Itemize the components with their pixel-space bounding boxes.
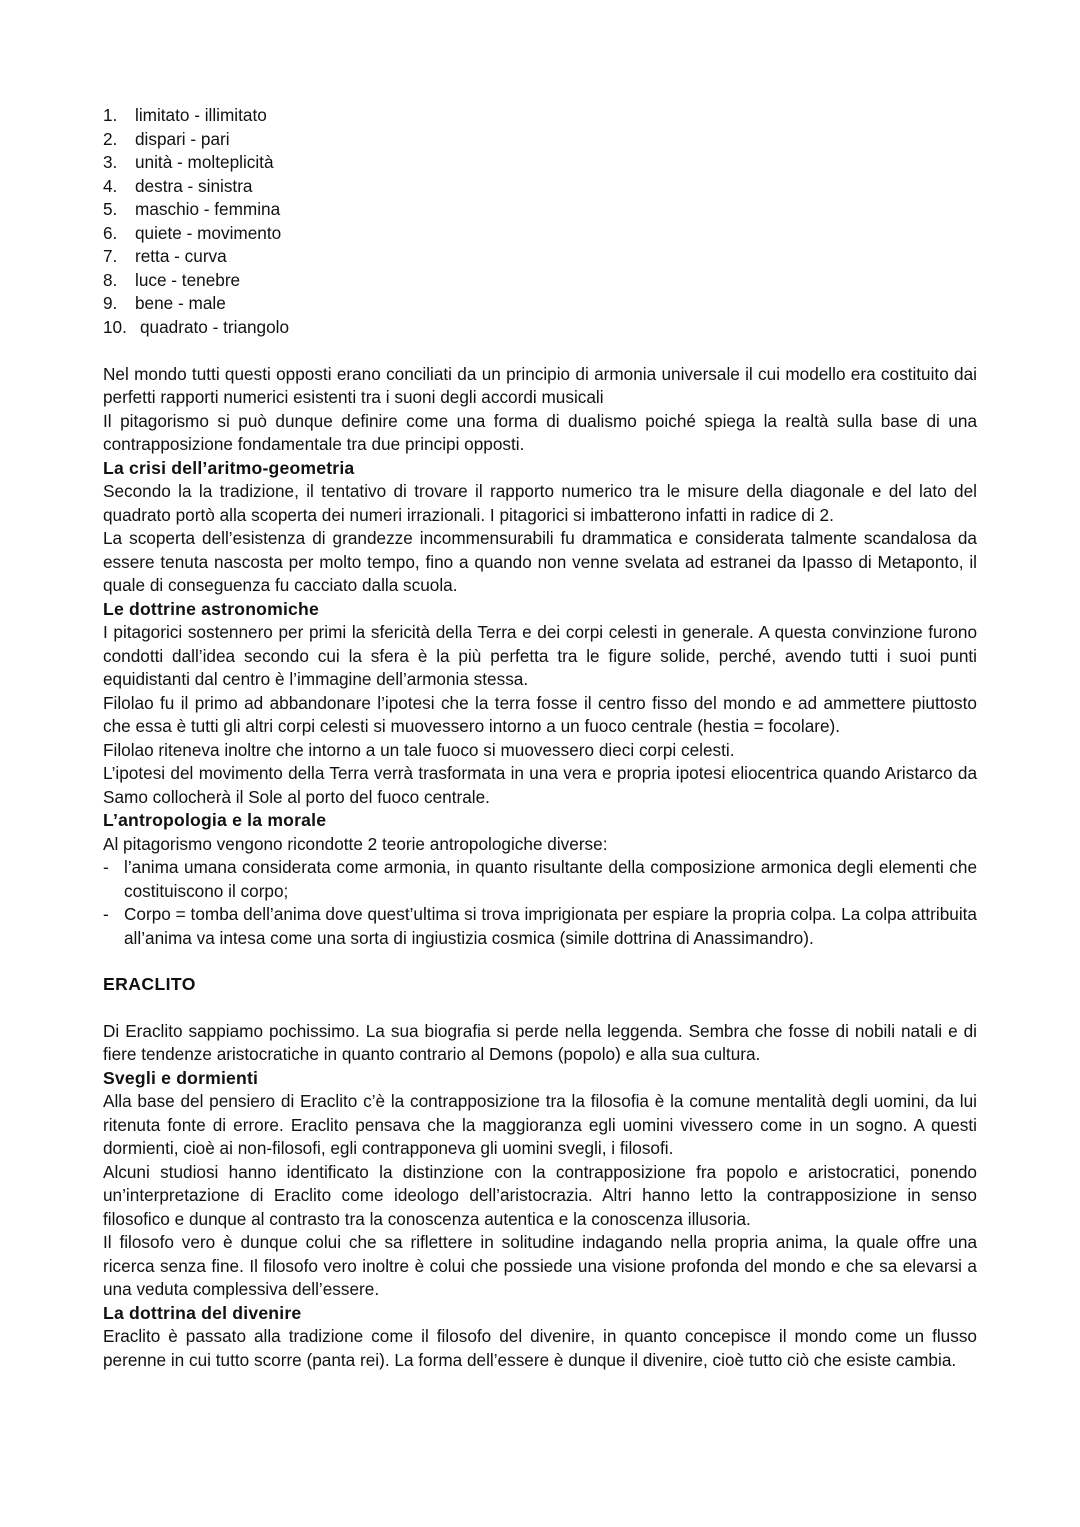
- bullet-list: [103, 856, 977, 950]
- astronomia-section: [103, 598, 977, 810]
- list-text: quiete - movimento: [135, 222, 282, 243]
- paragraph: Nel mondo tutti questi opposti erano conciliati da un principio di armonia universale il cui modello era costituito dai perfetti rapporti numerici esistenti tra i suoni degli accordi musicali: [103, 363, 977, 407]
- paragraph: Filolao fu il primo ad abbandonare l’ipotesi che la terra fosse il centro fisso del mondo e ad ammettere piuttosto che essa è tutti gli altri corpi celesti si muovessero intorno a un fuoco centrale (hestia = focolare).: [103, 692, 977, 736]
- paragraph: Al pitagorismo vengono ricondotte 2 teorie antropologiche diverse:: [103, 833, 608, 854]
- eraclito-section: [103, 973, 977, 1372]
- paragraph: Di Eraclito sappiamo pochissimo. La sua biografia si perde nella leggenda. Sembra che fosse di nobili natali e di fiere tendenze aristocratiche in quanto contrario al Demons (popolo) e alla sua cultura.: [103, 1020, 977, 1064]
- dash-bullet-icon: -: [103, 857, 109, 877]
- crisi-section: [103, 457, 977, 598]
- list-number: 6.: [103, 222, 118, 243]
- bullet-item: [103, 856, 977, 903]
- list-text: dispari - pari: [135, 128, 230, 149]
- paragraph: La scoperta dell’esistenza di grandezze incommensurabili fu drammatica e considerata talmente scandalosa da essere tenuta nascosta per molto tempo, fino a quando non venne svelata ad estranei da Ipasso di Metaponto, il quale di conseguenza fu cacciato dalla scuola.: [103, 528, 977, 595]
- list-item: [103, 316, 977, 340]
- list-item: [103, 104, 977, 128]
- paragraph: Eraclito è passato alla tradizione come il filosofo del divenire, in quanto concepisce il mondo come un flusso perenne in cui tutto scorre (panta rei). La forma dell’essere è dunque il divenire, cioè tutto ciò che esiste cambia.: [103, 1326, 977, 1370]
- list-number: 10.: [103, 316, 127, 337]
- paragraph: Filolao riteneva inoltre che intorno a un tale fuoco si muovessero dieci corpi celesti.: [103, 739, 735, 760]
- paragraph: Il pitagorismo si può dunque definire come una forma di dualismo poiché spiega la realtà sulla base di una contrapposizione fondamentale tra due principi opposti.: [103, 410, 977, 454]
- dash-bullet-icon: -: [103, 904, 109, 924]
- list-number: 4.: [103, 175, 118, 196]
- chapter-title: ERACLITO: [103, 974, 196, 994]
- document-page: [103, 104, 977, 1372]
- list-item: [103, 269, 977, 293]
- list-item: [103, 128, 977, 152]
- list-number: 7.: [103, 246, 118, 266]
- opposites-list: [103, 104, 977, 339]
- list-text: maschio - femmina: [135, 199, 281, 219]
- paragraph: Alcuni studiosi hanno identificato la distinzione con la contrapposizione fra popolo e aristocratici, ponendo un’interpretazione di Eraclito come ideologo dell’aristocrazia. Altri hanno letto la contrapposizione in senso filosofico e dunque al contrasto tra la conoscenza autentica e la conoscenza illusoria.: [103, 1161, 977, 1229]
- bullet-item: [103, 903, 977, 950]
- section-heading: La crisi dell’aritmo-geometria: [103, 457, 355, 478]
- intro-section: [103, 363, 977, 457]
- list-text: quadrato - triangolo: [140, 316, 290, 337]
- list-item: [103, 175, 977, 199]
- paragraph: Il filosofo vero è dunque colui che sa riflettere in solitudine indagando nella propria anima, la quale offre una ricerca senza fine. Il filosofo vero inoltre è colui che possiede una visione profonda del mondo e che sa elevarsi a una veduta complessiva dell’essere.: [103, 1232, 977, 1299]
- list-item: [103, 151, 977, 175]
- paragraph: Alla base del pensiero di Eraclito c’è la contrapposizione tra la filosofia è la comune mentalità degli uomini, da lui ritenuta fonte di errore. Eraclito pensava che la maggioranza egli uomini vivessero come in un sogno. A questi dormienti, cioè ai non-filosofi, egli contrapponeva gli uomini svegli, i filosofi.: [103, 1091, 977, 1158]
- section-heading: Svegli e dormienti: [103, 1067, 259, 1088]
- list-text: unità - molteplicità: [135, 152, 274, 172]
- list-item: [103, 198, 977, 222]
- paragraph: Secondo la la tradizione, il tentativo di trovare il rapporto numerico tra le misure della diagonale e del lato del quadrato portò alla scoperta dei numeri irrazionali. I pitagorici si imbatterono infatti in radice di 2.: [103, 481, 977, 525]
- paragraph: L’ipotesi del movimento della Terra verrà trasformata in una vera e propria ipotesi eliocentrica quando Aristarco da Samo collocherà il Sole al porto del fuoco centrale.: [103, 763, 977, 807]
- list-item: [103, 292, 977, 316]
- list-text: retta - curva: [135, 246, 227, 266]
- list-text: bene - male: [135, 293, 226, 313]
- list-number: 2.: [103, 128, 118, 149]
- list-number: 8.: [103, 269, 118, 290]
- spacer: [103, 339, 977, 363]
- bullet-text: Corpo = tomba dell’anima dove quest’ultima si trova imprigionata per espiare la propria colpa. La colpa attribuita all’anima va intesa come una sorta di ingiustizia cosmica (simile dottrina di Anassimandro).: [124, 904, 977, 948]
- paragraph: I pitagorici sostennero per primi la sfericità della Terra e dei corpi celesti in generale. A questa convinzione furono condotti dall’idea secondo cui la sfera è la più perfetta tra le figure solide, perché, avendo tutti i suoi punti equidistanti dal centro è l’immagine dell’armonia stessa.: [103, 622, 977, 689]
- list-item: [103, 245, 977, 269]
- list-item: [103, 222, 977, 246]
- list-text: limitato - illimitato: [135, 105, 267, 125]
- section-heading: Le dottrine astronomiche: [103, 598, 319, 619]
- list-number: 5.: [103, 199, 118, 219]
- list-text: destra - sinistra: [135, 175, 253, 196]
- section-heading: L’antropologia e la morale: [103, 810, 327, 830]
- list-number: 9.: [103, 293, 118, 313]
- bullet-text: l’anima umana considerata come armonia, in quanto risultante della composizione armonica degli elementi che costituiscono il corpo;: [124, 857, 977, 901]
- antropologia-section: [103, 809, 977, 950]
- list-text: luce - tenebre: [135, 269, 241, 290]
- list-number: 1.: [103, 105, 118, 125]
- section-heading: La dottrina del divenire: [103, 1302, 302, 1323]
- list-number: 3.: [103, 152, 118, 172]
